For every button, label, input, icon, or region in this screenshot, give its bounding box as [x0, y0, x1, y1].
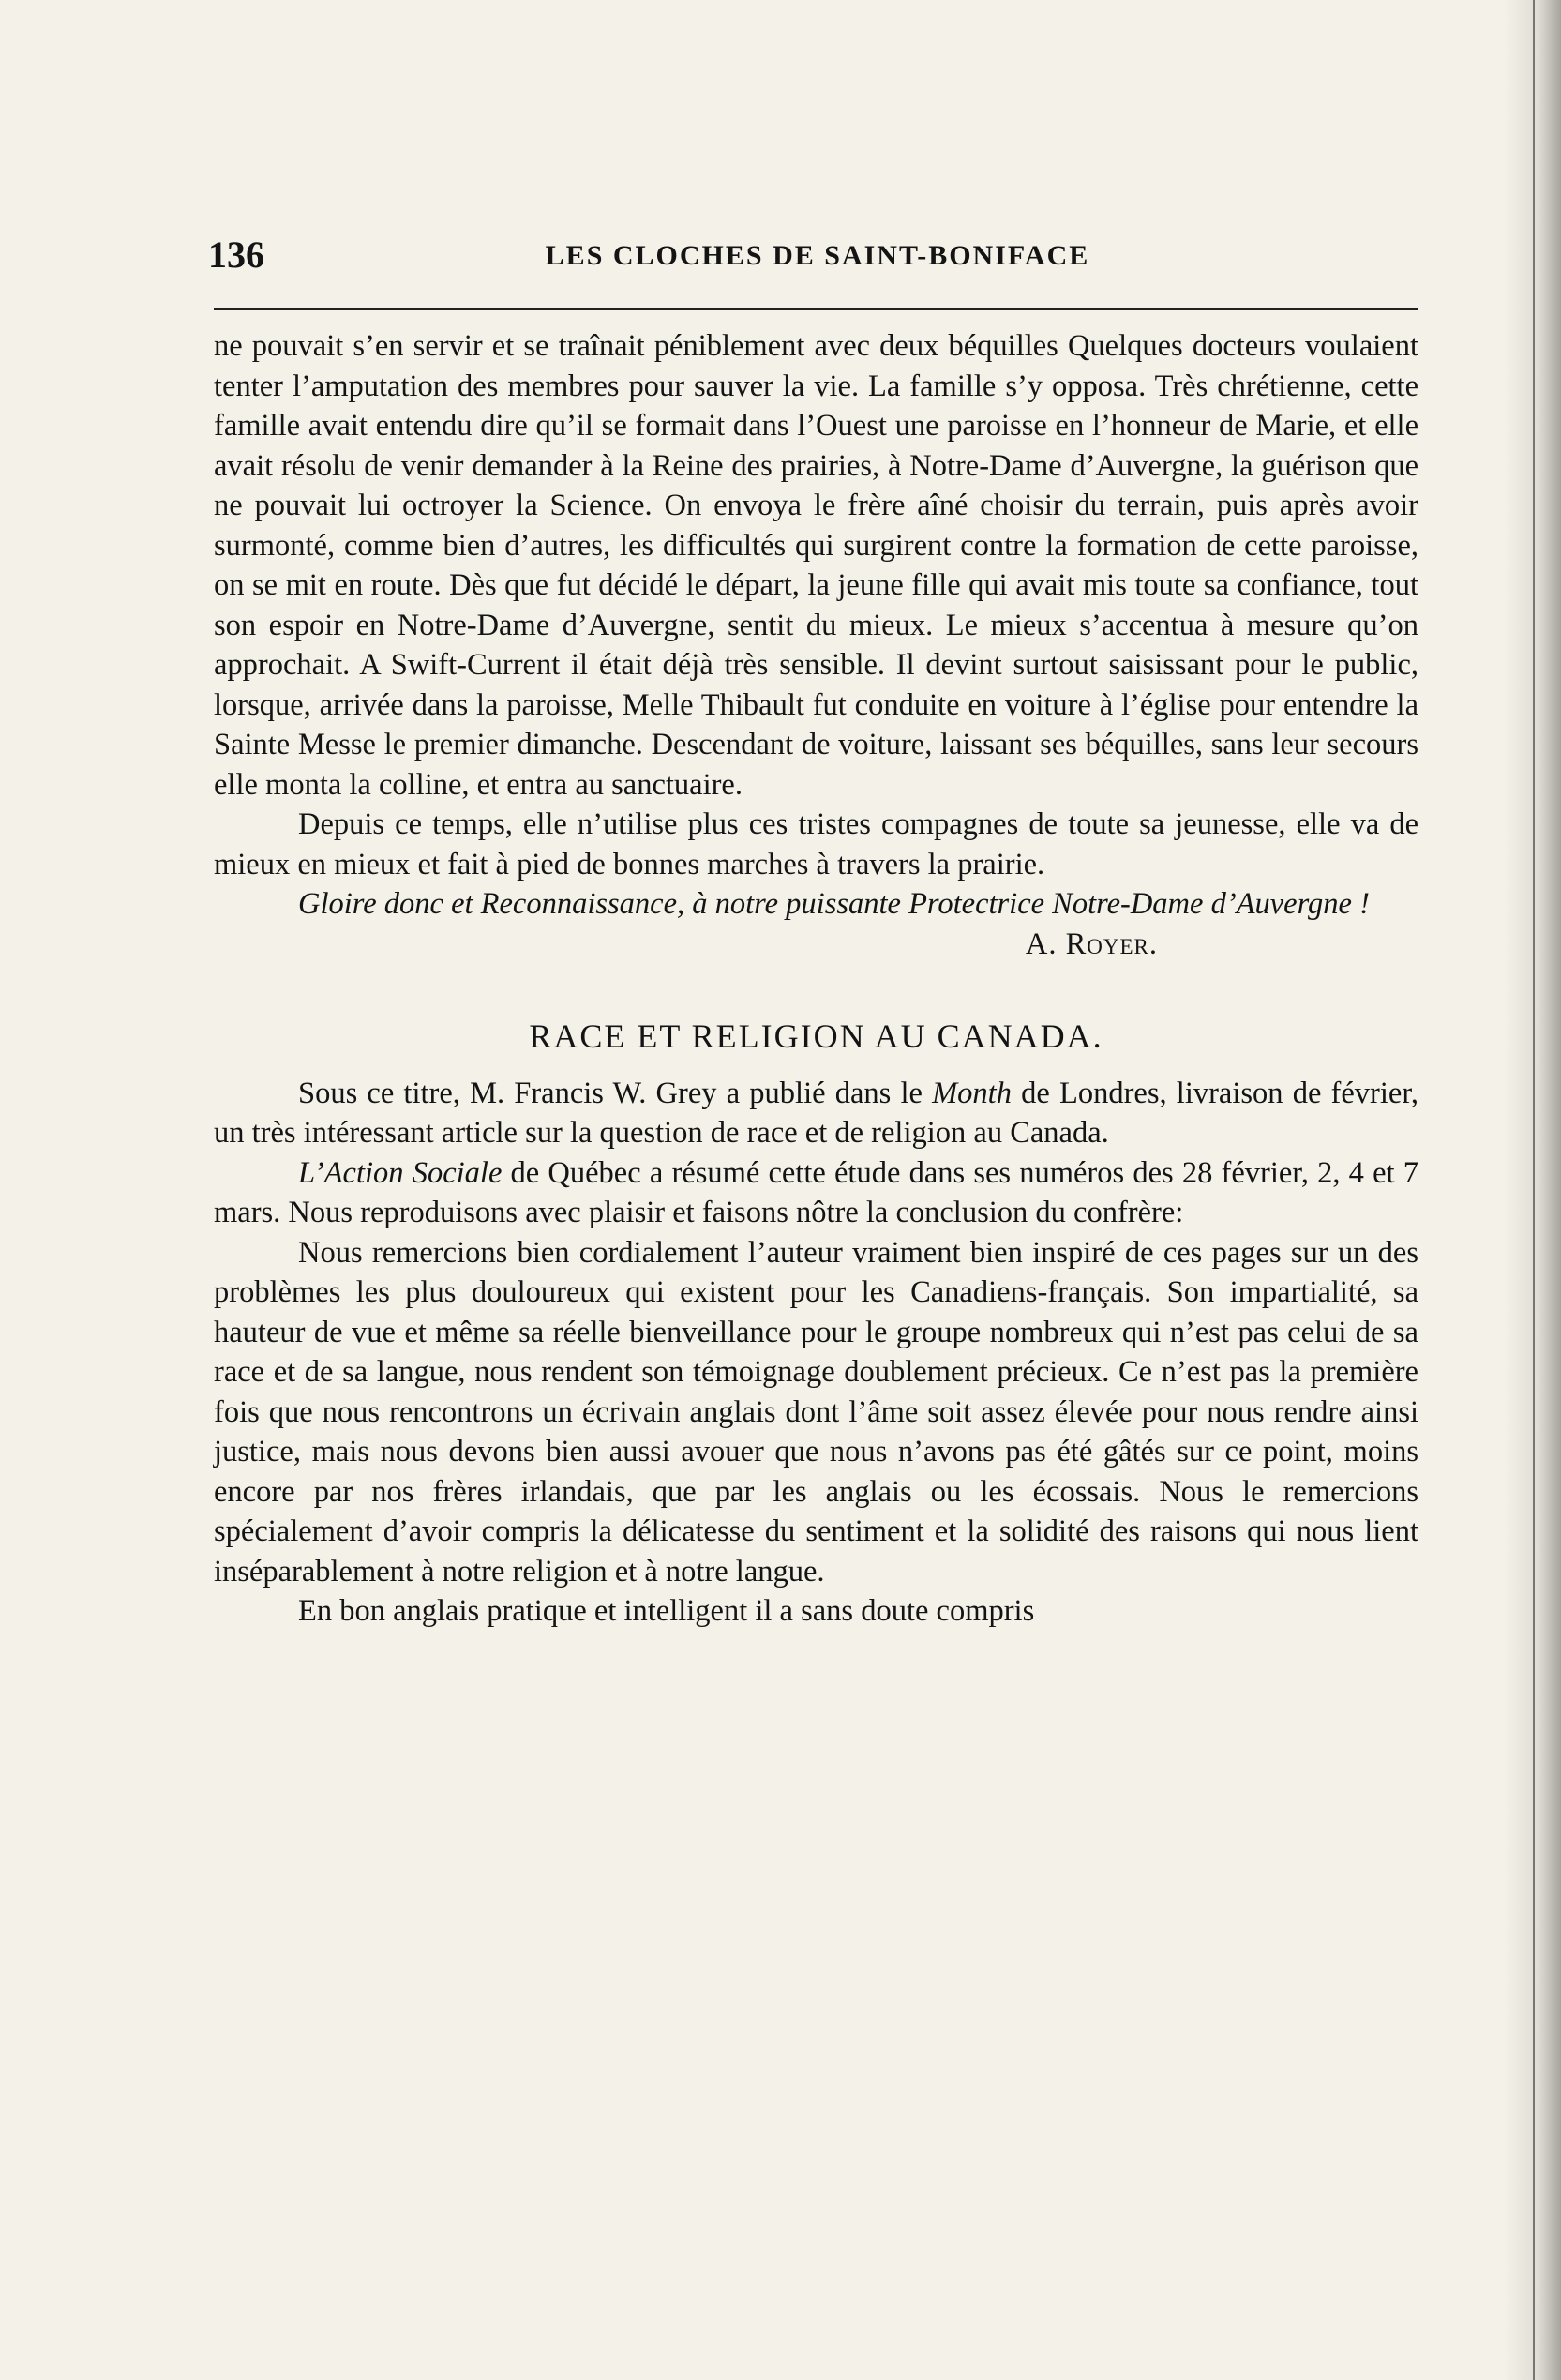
- paragraph-gloire: Gloire donc et Reconnaissance, à notre puissante Protectrice Notre-Dame d’Auvergne !: [298, 887, 1370, 921]
- paragraph-action-sociale: [214, 1153, 1418, 1233]
- paragraph-continued: ne pouvait s’en servir et se traînait péniblement avec deux béquilles Quelques docteurs voulaient tenter l’amputation des membres pour sauver la vie. La famille s’y opposa. Très chrétienne, cette famille avait entendu dire qu’il se formait dans l’Ouest une paroisse en l’honneur de Marie, et elle avait résolu de venir demander à la Reine des prairies, à Notre-Dame d’Auvergne, la guérison que ne pouvait lui octroyer la Science. On envoya le frère aîné choisir du terrain, puis après avoir surmonté, comme bien d’autres, les difficultés qui surgirent contre la formation de cette paroisse, on se mit en route. Dès que fut décidé le départ, la jeune fille qui avait mis toute sa confiance, tout son espoir en Notre-Dame d’Auvergne, sentit du mieux. Le mieux s’accentua à mesure qu’on approchait. A Swift-Current il était déjà très sensible. Il devint surtout saisissant pour le public, lorsque, arrivée dans la paroisse, Melle Thibault fut conduite en voiture à l’église pour entendre la Sainte Messe le premier dimanche. Descendant de voiture, laissant ses béquilles, sans leur secours elle monta la colline, et entra au sanctuaire.: [214, 329, 1418, 802]
- paragraph-quotation: Nous remercions bien cordialement l’auteur vraiment bien inspiré de ces pages sur un des problèmes les plus douloureux qui existent pour les Canadiens-français. Son impartialité, sa hauteur de vue et même sa réelle bienveillance pour le groupe nombreux qui n’est pas celui de sa race et de sa langue, nous rendent son témoignage doublement précieux. Ce n’est pas la première fois que nous rencontrons un écrivain anglais dont l’âme soit assez élevée pour nous rendre ainsi justice, mais nous devons bien aussi avouer que nous n’avons pas été gâtés sur ce point, moins encore par nos frères irlandais, que par les anglais ou les écossais. Nous le remercions spécialement d’avoir compris la délicatesse du sentiment et la solidité des raisons qui nous lient inséparablement à notre religion et à notre langue.: [214, 1235, 1418, 1589]
- page-edge-line: [1533, 0, 1535, 2380]
- paragraph-sous-ce-titre: [214, 1074, 1418, 1153]
- journal-title: Month: [932, 1076, 1012, 1110]
- section-title: RACE ET RELIGION AU CANADA.: [529, 1017, 1103, 1055]
- paragraph-text: de Québec a résumé cette étude dans ses numéros des 28 février, 2, 4 et 7 mars. Nous reproduisons avec plaisir et faisons nôtre la conclusion du confrère:: [214, 1155, 1419, 1229]
- page-number: 136: [208, 233, 264, 276]
- page-body: [214, 326, 1418, 1632]
- paragraph-text: de Londres, livraison de février, un très intéressant article sur la question de race et de religion au Canada.: [214, 1076, 1418, 1150]
- paragraph-text: Sous ce titre, M. Francis W. Grey a publié dans le: [298, 1076, 933, 1110]
- paragraph-en-bon-anglais: En bon anglais pratique et intelligent il a sans doute compris: [298, 1594, 1035, 1628]
- header-rule: [214, 308, 1418, 310]
- paragraph-depuis: Depuis ce temps, elle n’utilise plus ces tristes compagnes de toute sa jeunesse, elle va de mieux en mieux et fait à pied de bonnes marches à travers la prairie.: [214, 807, 1418, 881]
- author-signature: A. Royer.: [1025, 926, 1158, 961]
- journal-title: L’Action Sociale: [298, 1155, 503, 1190]
- running-title: LES CLOCHES DE SAINT-BONIFACE: [545, 240, 1090, 271]
- page-header: [208, 233, 1427, 298]
